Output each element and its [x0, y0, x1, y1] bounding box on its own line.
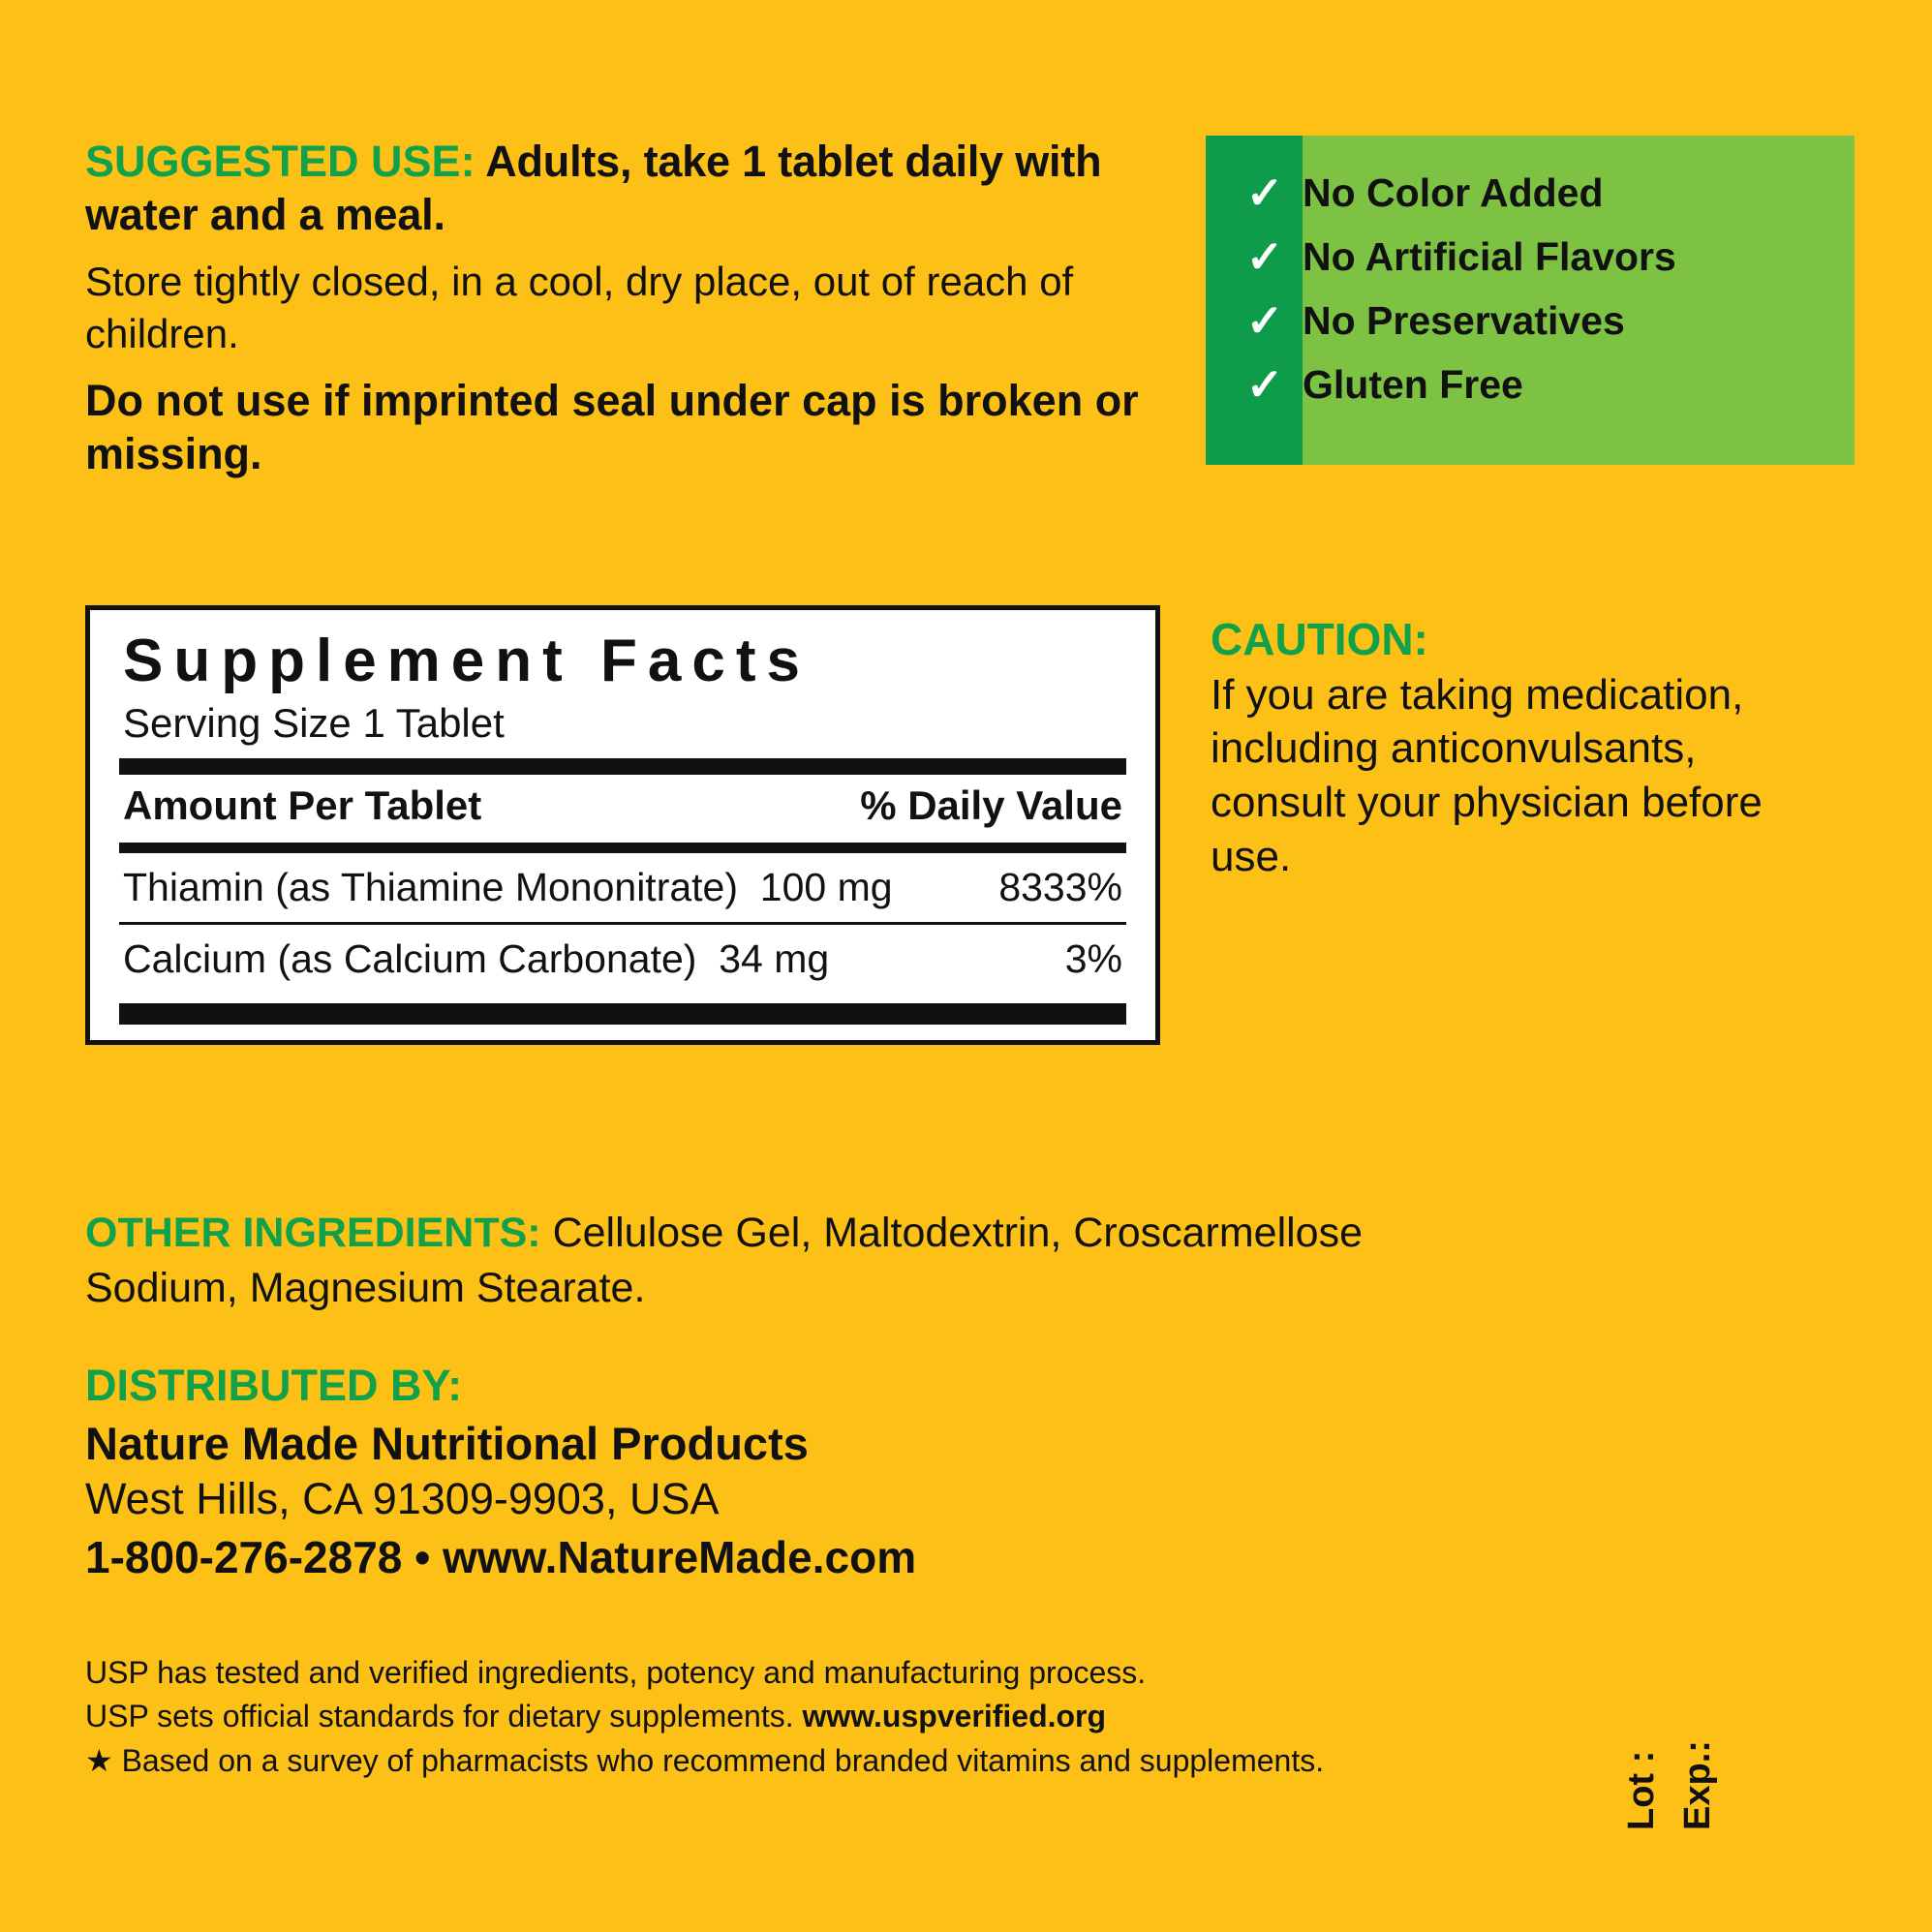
suggested-use-text: Adults, take 1 tablet daily with water and a meal.	[85, 137, 1102, 239]
supplement-facts-header-row	[119, 775, 1126, 837]
list-item	[1227, 161, 1847, 225]
distributor-section	[85, 1361, 1344, 1585]
column-header-daily-value: % Daily Value	[860, 782, 1122, 829]
other-ingredients-heading: OTHER INGREDIENTS:	[85, 1210, 541, 1256]
lot-label: Lot :	[1621, 1750, 1662, 1830]
nutrient-amount-1: 34 mg	[719, 936, 830, 982]
distributor-phone-website[interactable]: 1-800-276-2878 • www.NatureMade.com	[85, 1532, 917, 1583]
column-header-amount: Amount Per Tablet	[123, 782, 482, 829]
check-icon: ✓	[1245, 168, 1284, 218]
usp-standards-text: USP sets official standards for dietary supplements.	[85, 1699, 803, 1734]
suggested-use-block	[85, 136, 1189, 242]
usp-line-1: USP has tested and verified ingredients, potency and manufacturing process.	[85, 1655, 1147, 1690]
nutrient-name-1: Calcium (as Calcium Carbonate)	[123, 936, 697, 982]
nutrient-dv-1: 3%	[1064, 936, 1122, 982]
footer-section	[85, 1651, 1489, 1783]
table-row	[119, 925, 1126, 994]
nutrient-name-amount-0	[123, 865, 893, 910]
lot-exp-block	[1588, 1637, 1782, 1850]
caution-text: If you are taking medication, including anticonvulsants, consult your physician before use.	[1211, 670, 1763, 881]
other-ingredients-text: Cellulose Gel, Maltodextrin, Croscarmellose Sodium, Magnesium Stearate.	[85, 1210, 1364, 1311]
pharmacist-survey-note: ★ Based on a survey of pharmacists who recommend branded vitamins and supplements.	[85, 1742, 1325, 1778]
divider-thick	[119, 758, 1126, 775]
list-item	[1227, 225, 1847, 289]
caution-heading: CAUTION:	[1211, 614, 1428, 664]
divider-medium	[119, 843, 1126, 853]
usp-verified-link[interactable]: www.uspverified.org	[802, 1699, 1107, 1734]
claim-label-3: Gluten Free	[1303, 361, 1523, 407]
suggested-use-heading: SUGGESTED USE:	[85, 137, 475, 186]
claim-label-1: No Artificial Flavors	[1303, 233, 1676, 279]
list-item	[1227, 353, 1847, 416]
claim-label-0: No Color Added	[1303, 169, 1604, 215]
caution-section	[1211, 615, 1811, 884]
other-ingredients-section	[85, 1206, 1364, 1316]
table-row	[119, 853, 1126, 922]
usp-line-2	[85, 1695, 1489, 1738]
supplement-facts-panel	[85, 605, 1160, 1045]
distributed-by-heading: DISTRIBUTED BY:	[85, 1361, 463, 1410]
nutrient-name-0: Thiamin (as Thiamine Mononitrate)	[123, 865, 738, 910]
nutrient-name-amount-1	[123, 936, 829, 982]
serving-size: Serving Size 1 Tablet	[123, 700, 505, 747]
claims-box	[1206, 136, 1855, 465]
distributor-company: Nature Made Nutritional Products	[85, 1418, 809, 1469]
exp-label: Exp.:	[1677, 1740, 1718, 1830]
seal-warning-text: Do not use if imprinted seal under cap is broken or missing.	[85, 376, 1139, 479]
claims-list	[1227, 161, 1847, 416]
nutrient-amount-0: 100 mg	[759, 865, 893, 910]
divider-bottom	[119, 1003, 1126, 1025]
distributor-address: West Hills, CA 91309-9903, USA	[85, 1474, 720, 1524]
list-item	[1227, 289, 1847, 353]
check-icon: ✓	[1245, 359, 1284, 410]
claim-label-2: No Preservatives	[1303, 297, 1625, 343]
supplement-facts-title: Supplement Facts	[123, 628, 811, 694]
check-icon: ✓	[1245, 231, 1284, 282]
nutrient-dv-0: 8333%	[998, 865, 1122, 910]
storage-text: Store tightly closed, in a cool, dry place, out of reach of children.	[85, 258, 1074, 356]
usage-section	[85, 136, 1189, 481]
check-icon: ✓	[1245, 295, 1284, 346]
